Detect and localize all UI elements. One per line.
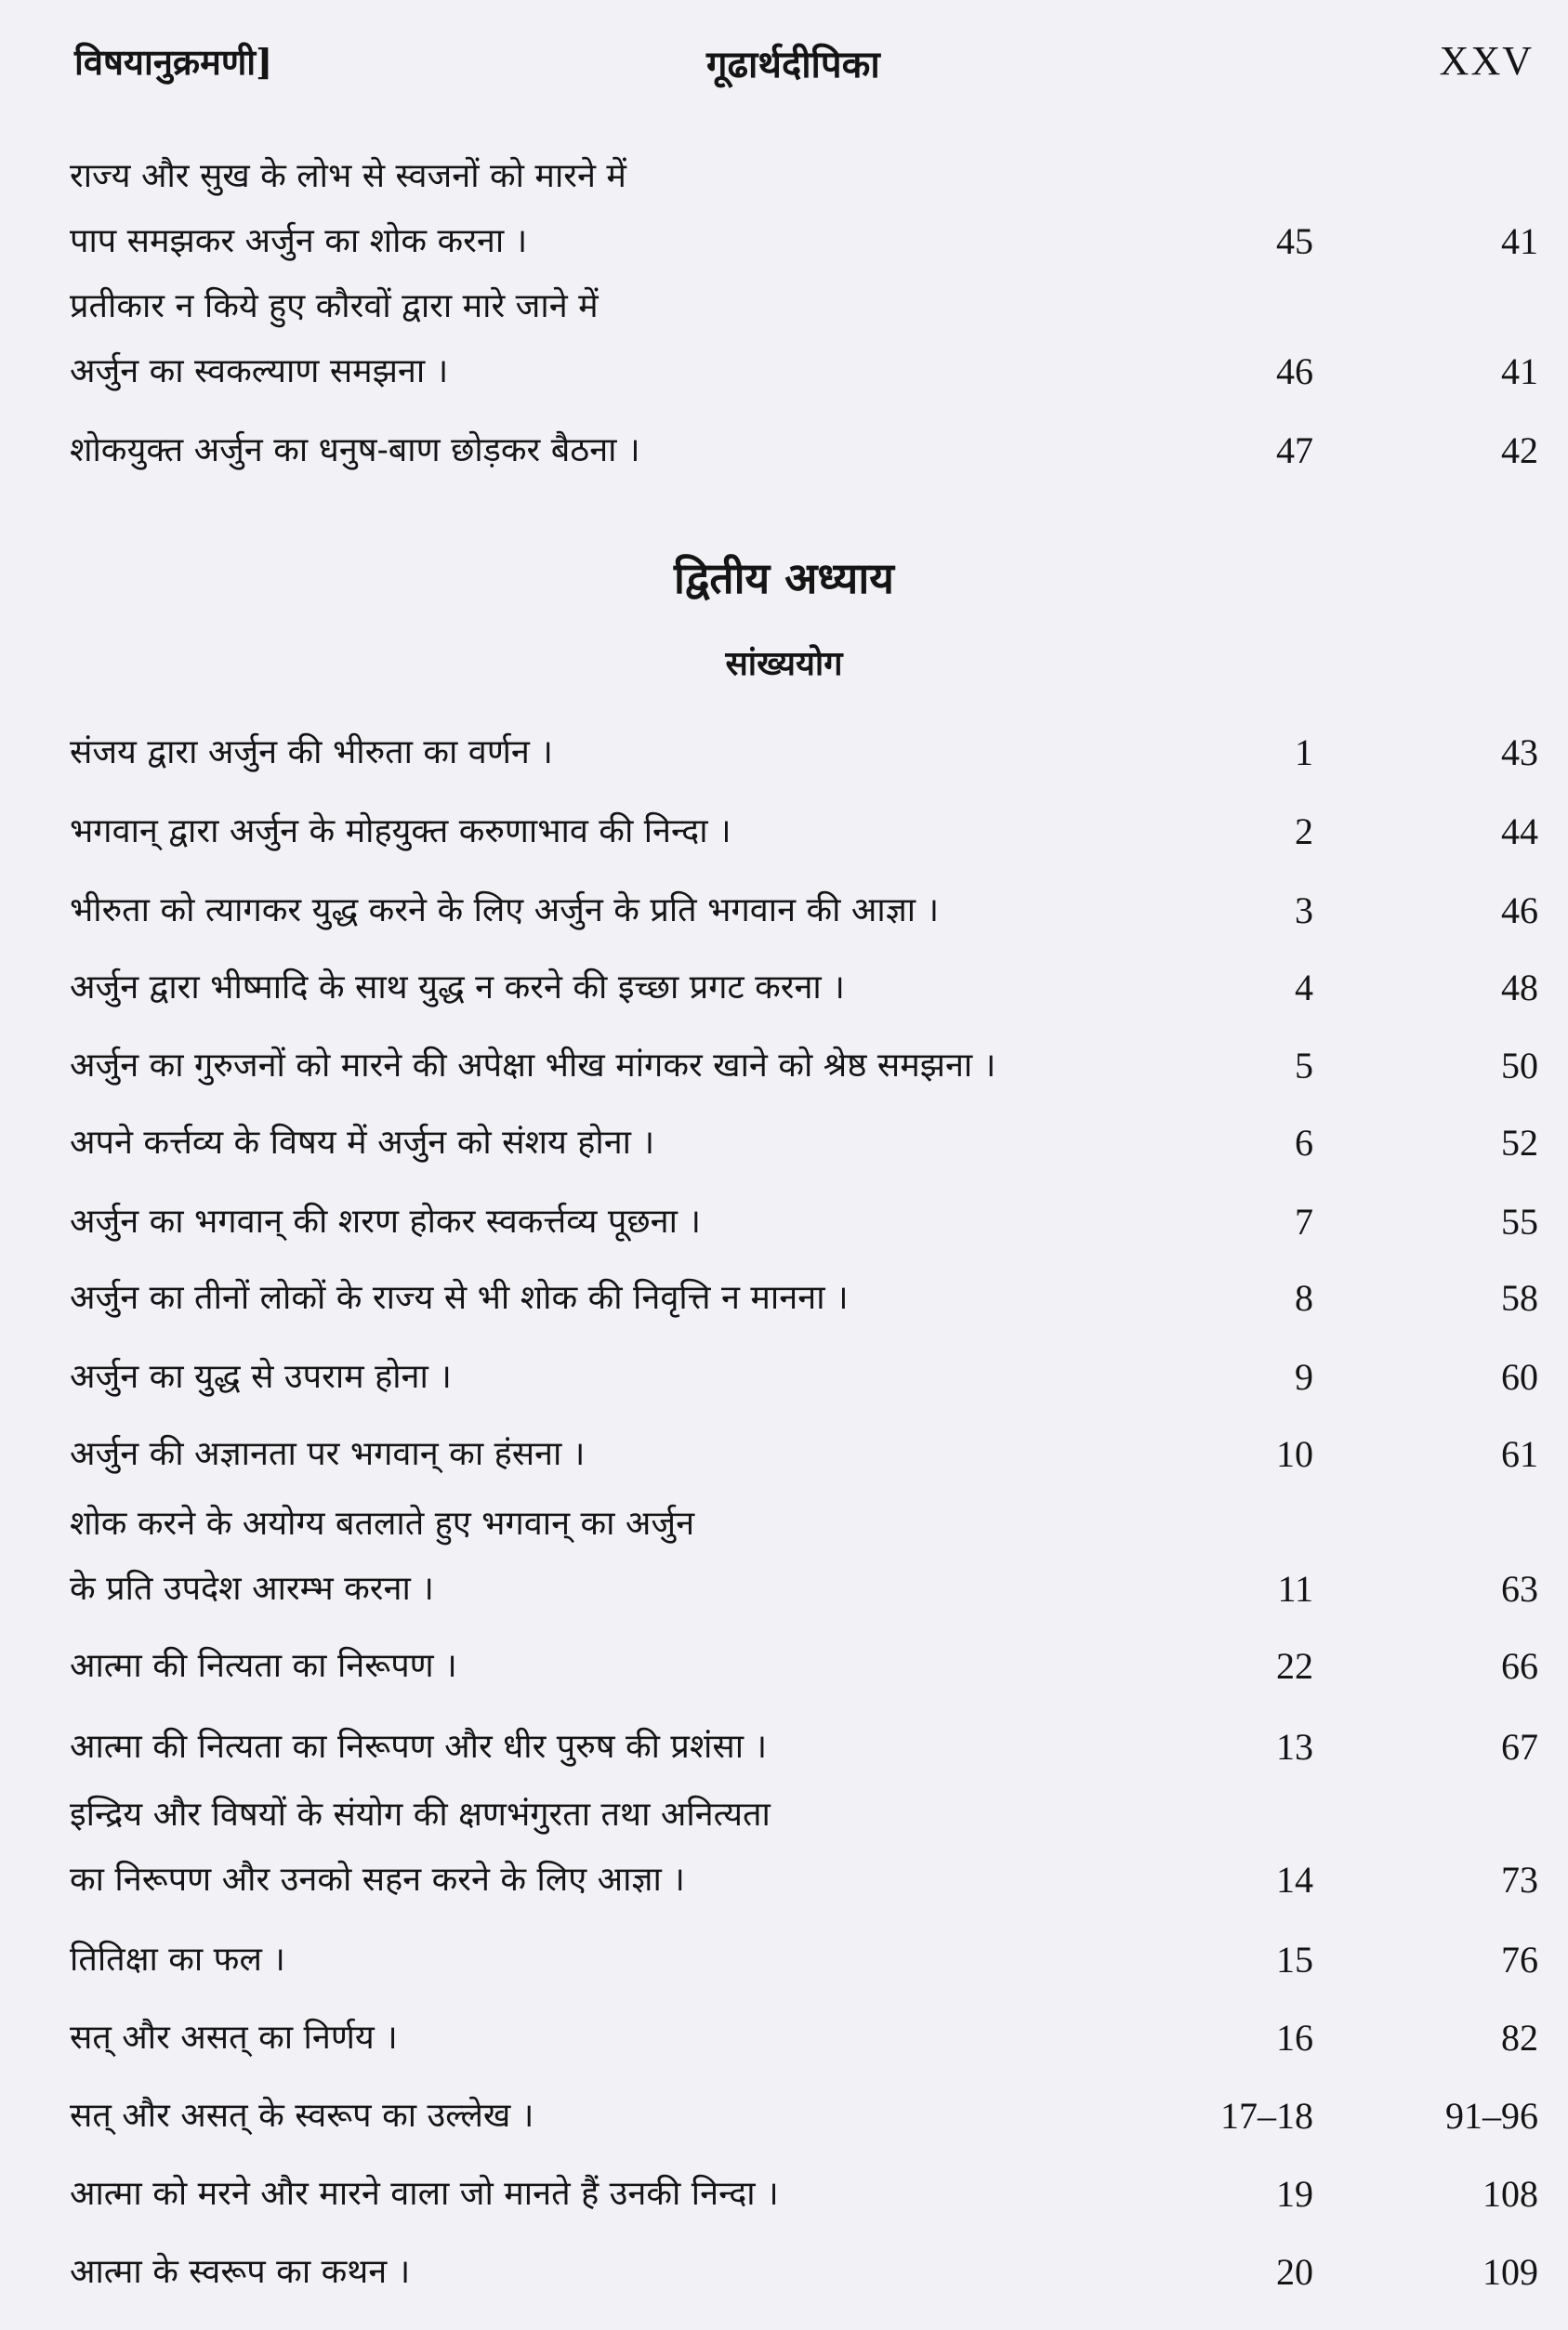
toc-entry-description <box>70 1190 1185 1255</box>
toc-entry-description <box>70 418 1185 483</box>
toc-entry-verse-number: 2 <box>1295 810 1313 852</box>
toc-entry <box>70 2084 1538 2149</box>
toc-entry-page-number: 52 <box>1501 1122 1538 1164</box>
toc-entry-verse-number: 8 <box>1295 1277 1313 1319</box>
toc-entry-page-number: 91–96 <box>1445 2095 1538 2137</box>
toc-entry-page-number: 55 <box>1501 1201 1538 1243</box>
toc-entry-verse-number: 5 <box>1295 1045 1313 1086</box>
toc-entry-description <box>70 1266 1185 1331</box>
toc-entry-line: अर्जुन का युद्ध से उपराम होना । <box>70 1358 452 1396</box>
toc-entry <box>70 2162 1538 2227</box>
toc-entry <box>70 274 1538 404</box>
header-book-title: गूढार्थदीपिका <box>706 43 880 86</box>
toc-entry-description <box>70 2162 1185 2227</box>
toc-entry-verse-number: 46 <box>1276 350 1313 392</box>
toc-entry-line: इन्द्रिय और विषयों के संयोग की क्षणभंगुरता तथा अनित्यता <box>70 1796 771 1834</box>
toc-entry-description <box>70 799 1185 864</box>
toc-entry-verse-number: 22 <box>1276 1645 1313 1687</box>
toc-entry-line: अर्जुन द्वारा भीष्मादि के साथ युद्ध न करने की इच्छा प्रगट करना । <box>70 968 845 1007</box>
toc-entry-verse-number: 20 <box>1276 2251 1313 2293</box>
toc-entry <box>70 1033 1538 1099</box>
toc-entry <box>70 2240 1538 2305</box>
toc-entry-line: संजय द्वारा अर्जुन की भीरुता का वर्णन । <box>70 733 553 771</box>
toc-entry-line: अर्जुन का स्वकल्याण समझना । <box>70 352 449 390</box>
toc-entry-page-number: 76 <box>1501 1939 1538 1981</box>
toc-entry-line: आत्मा को मरने और मारने वाला जो मानते हैं उनकी निन्दा । <box>70 2175 779 2213</box>
toc-entry-description <box>70 1715 1185 1780</box>
toc-entry-line: सत् और असत् के स्वरूप का उल्लेख । <box>70 2097 534 2135</box>
toc-entry-line: अपने कर्त्तव्य के विषय में अर्जुन को संशय होना । <box>70 1124 655 1162</box>
toc-entry-line: अर्जुन का भगवान् की शरण होकर स्वकर्त्तव्य पूछना । <box>70 1203 701 1241</box>
toc-entry-line: पाप समझकर अर्जुन का शोक करना । <box>70 222 528 260</box>
toc-entry-verse-number: 47 <box>1276 429 1313 471</box>
toc-entry-description <box>70 720 1185 785</box>
toc-entry-line: अर्जुन का तीनों लोकों के राज्य से भी शोक की निवृत्ति न मानना । <box>70 1279 849 1317</box>
chapter-subtitle: सांख्ययोग <box>725 644 843 683</box>
toc-entry-description <box>70 2006 1185 2071</box>
toc-entry-page-number: 42 <box>1501 429 1538 471</box>
toc-entry-verse-number: 4 <box>1295 967 1313 1008</box>
toc-entry-verse-number: 15 <box>1276 1939 1313 1981</box>
toc-entry <box>70 1422 1538 1487</box>
toc-entry-description <box>70 1111 1185 1176</box>
toc-entry-page-number: 73 <box>1501 1859 1538 1901</box>
toc-entry-verse-number: 10 <box>1276 1433 1313 1475</box>
toc-entry-description <box>70 1634 1185 1699</box>
toc-entry-description <box>70 1345 1185 1410</box>
toc-entry-verse-number: 45 <box>1276 220 1313 262</box>
toc-entry-description <box>70 274 1185 404</box>
toc-entry-verse-number: 14 <box>1276 1859 1313 1901</box>
chapter-title: द्वितीय अध्याय <box>674 553 894 603</box>
toc-entry-line: का निरूपण और उनको सहन करने के लिए आज्ञा । <box>70 1861 685 1899</box>
toc-entry-line: शोकयुक्त अर्जुन का धनुष-बाण छोड़कर बैठना । <box>70 431 640 469</box>
toc-entry-verse-number: 9 <box>1295 1356 1313 1398</box>
toc-entry-page-number: 82 <box>1501 2017 1538 2059</box>
toc-entry-verse-number: 16 <box>1276 2017 1313 2059</box>
toc-entry-line: प्रतीकार न किये हुए कौरवों द्वारा मारे जाने में <box>70 287 599 325</box>
toc-entry-verse-number: 3 <box>1295 889 1313 931</box>
toc-entry-line: राज्य और सुख के लोभ से स्वजनों को मारने में <box>70 157 626 195</box>
header-page-number: XXV <box>1439 38 1534 84</box>
toc-entry-line: भीरुता को त्यागकर युद्ध करने के लिए अर्जुन के प्रति भगवान की आज्ञा । <box>70 891 940 929</box>
toc-entry <box>70 2006 1538 2071</box>
toc-entry-line: अर्जुन की अज्ञानता पर भगवान् का हंसना । <box>70 1435 586 1473</box>
toc-entry <box>70 1190 1538 1255</box>
toc-entry-line: आत्मा की नित्यता का निरूपण और धीर पुरुष की प्रशंसा । <box>70 1728 768 1766</box>
toc-entry-description <box>70 1422 1185 1487</box>
toc-entry <box>70 955 1538 1020</box>
toc-entry-line: आत्मा के स्वरूप का कथन । <box>70 2253 411 2291</box>
toc-entry-line: आत्मा की नित्यता का निरूपण । <box>70 1647 457 1685</box>
toc-entry-description <box>70 1033 1185 1099</box>
toc-entry-verse-number: 6 <box>1295 1122 1313 1164</box>
toc-entry <box>70 1783 1538 1913</box>
toc-entry-page-number: 48 <box>1501 967 1538 1008</box>
toc-entry-page-number: 44 <box>1501 810 1538 852</box>
header-section-name: विषयानुक्रमणी] <box>74 41 273 83</box>
toc-entry <box>70 1928 1538 1993</box>
toc-entry <box>70 720 1538 785</box>
toc-entry-line: तितिक्षा का फल । <box>70 1941 285 1979</box>
toc-entry-verse-number: 11 <box>1277 1568 1313 1610</box>
toc-entry-verse-number: 13 <box>1276 1726 1313 1768</box>
toc-entry-verse-number: 17–18 <box>1220 2095 1313 2137</box>
toc-entry-description <box>70 1783 1185 1913</box>
toc-entry-description <box>70 1492 1185 1622</box>
toc-entry-line: शोक करने के अयोग्य बतलाते हुए भगवान् का अर्जुन <box>70 1505 695 1543</box>
toc-entry-description <box>70 2240 1185 2305</box>
toc-entry-description <box>70 955 1185 1020</box>
toc-entry <box>70 799 1538 864</box>
toc-entry-page-number: 41 <box>1501 220 1538 262</box>
toc-entry-description <box>70 2084 1185 2149</box>
toc-entry-verse-number: 19 <box>1276 2173 1313 2215</box>
toc-entry-line: के प्रति उपदेश आरम्भ करना । <box>70 1570 434 1608</box>
toc-entry-page-number: 60 <box>1501 1356 1538 1398</box>
toc-entry-page-number: 46 <box>1501 889 1538 931</box>
toc-entry <box>70 1492 1538 1622</box>
toc-entry-page-number: 109 <box>1482 2251 1538 2293</box>
toc-entry-page-number: 67 <box>1501 1726 1538 1768</box>
page-header <box>74 37 1534 102</box>
toc-entry <box>70 1345 1538 1410</box>
toc-entry-page-number: 63 <box>1501 1568 1538 1610</box>
toc-entry-page-number: 41 <box>1501 350 1538 392</box>
toc-entry-line: भगवान् द्वारा अर्जुन के मोहयुक्त करुणाभाव की निन्दा । <box>70 812 731 850</box>
toc-entry <box>70 1634 1538 1699</box>
toc-entry-page-number: 50 <box>1501 1045 1538 1086</box>
toc-entry-page-number: 58 <box>1501 1277 1538 1319</box>
toc-entry-description <box>70 144 1185 274</box>
toc-entry-page-number: 66 <box>1501 1645 1538 1687</box>
toc-entry-verse-number: 7 <box>1295 1201 1313 1243</box>
toc-entry-description <box>70 878 1185 943</box>
toc-entry <box>70 1715 1538 1780</box>
toc-entry <box>70 1266 1538 1331</box>
toc-entry-line: अर्जुन का गुरुजनों को मारने की अपेक्षा भीख मांगकर खाने को श्रेष्ठ समझना । <box>70 1047 996 1085</box>
toc-entry-description <box>70 1928 1185 1993</box>
toc-entry <box>70 418 1538 483</box>
toc-entry <box>70 878 1538 943</box>
toc-entry <box>70 144 1538 274</box>
toc-entry-verse-number: 1 <box>1295 731 1313 773</box>
toc-entry-page-number: 108 <box>1482 2173 1538 2215</box>
toc-entry-page-number: 61 <box>1501 1433 1538 1475</box>
toc-entry <box>70 1111 1538 1176</box>
toc-entry-line: सत् और असत् का निर्णय । <box>70 2019 398 2057</box>
toc-entry-page-number: 43 <box>1501 731 1538 773</box>
